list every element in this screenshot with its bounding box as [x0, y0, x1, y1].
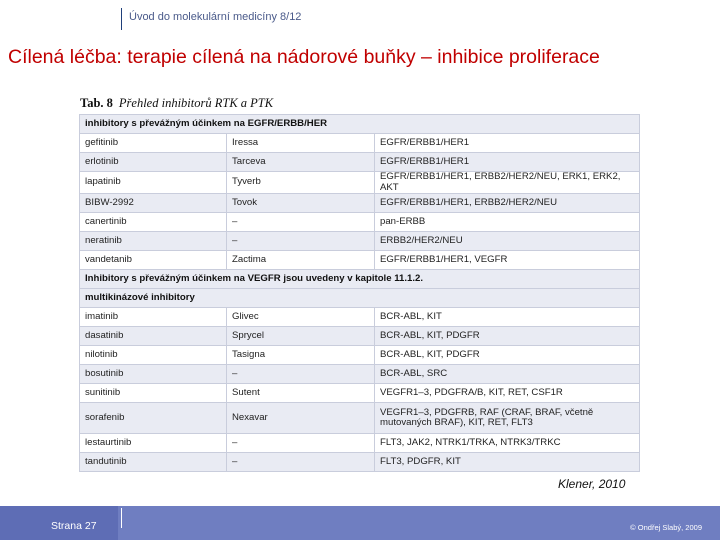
brand-name-cell: Iressa — [227, 134, 375, 153]
target-cell: BCR-ABL, SRC — [375, 365, 640, 384]
target-cell: VEGFR1–3, PDGFRA/B, KIT, RET, CSF1R — [375, 384, 640, 403]
table-caption — [80, 96, 273, 111]
drug-name-cell: tandutinib — [80, 453, 227, 472]
table-section-row — [80, 115, 640, 134]
drug-name-cell: neratinib — [80, 232, 227, 251]
target-cell: EGFR/ERBB1/HER1 — [375, 153, 640, 172]
target-cell: BCR-ABL, KIT, PDGFR — [375, 346, 640, 365]
brand-name-cell: Sutent — [227, 384, 375, 403]
table-row — [80, 308, 640, 327]
table-row — [80, 384, 640, 403]
drug-name-cell: lestaurtinib — [80, 434, 227, 453]
table-row — [80, 153, 640, 172]
section-heading: multikinázové inhibitory — [80, 289, 640, 308]
target-cell: pan-ERBB — [375, 213, 640, 232]
brand-name-cell: Tovok — [227, 194, 375, 213]
table-row — [80, 346, 640, 365]
brand-name-cell: – — [227, 453, 375, 472]
footer-bar — [0, 506, 720, 540]
copyright: © Ondřej Slabý, 2009 — [630, 523, 702, 532]
table-row — [80, 251, 640, 270]
section-heading: Inhibitory s převážným účinkem na VEGFR jsou uvedeny v kapitole 11.1.2. — [80, 270, 640, 289]
brand-name-cell: Glivec — [227, 308, 375, 327]
drug-name-cell: erlotinib — [80, 153, 227, 172]
drug-name-cell: sunitinib — [80, 384, 227, 403]
table-row — [80, 172, 640, 194]
table-row — [80, 327, 640, 346]
target-cell: ERBB2/HER2/NEU — [375, 232, 640, 251]
target-cell: EGFR/ERBB1/HER1, VEGFR — [375, 251, 640, 270]
drug-name-cell: canertinib — [80, 213, 227, 232]
target-cell: EGFR/ERBB1/HER1 — [375, 134, 640, 153]
target-cell: EGFR/ERBB1/HER1, ERBB2/HER2/NEU — [375, 194, 640, 213]
brand-name-cell: – — [227, 232, 375, 251]
section-heading: inhibitory s převážným účinkem na EGFR/ERBB/HER — [80, 115, 640, 134]
header-divider — [121, 8, 122, 30]
table-section-row — [80, 270, 640, 289]
table-row — [80, 232, 640, 251]
footer-divider — [121, 508, 122, 528]
drug-name-cell: lapatinib — [80, 172, 227, 194]
page-number: Strana 27 — [51, 520, 97, 532]
drug-name-cell: imatinib — [80, 308, 227, 327]
drug-name-cell: nilotinib — [80, 346, 227, 365]
target-cell: FLT3, PDGFR, KIT — [375, 453, 640, 472]
target-cell: BCR-ABL, KIT, PDGFR — [375, 327, 640, 346]
table-row — [80, 134, 640, 153]
brand-name-cell: Nexavar — [227, 403, 375, 434]
source-credit: Klener, 2010 — [558, 477, 626, 491]
table-caption-text: Přehled inhibitorů RTK a PTK — [118, 96, 274, 110]
brand-name-cell: Tarceva — [227, 153, 375, 172]
table-section-row — [80, 289, 640, 308]
brand-name-cell: – — [227, 365, 375, 384]
table-row — [80, 213, 640, 232]
table-row — [80, 434, 640, 453]
drug-name-cell: BIBW-2992 — [80, 194, 227, 213]
brand-name-cell: Sprycel — [227, 327, 375, 346]
drug-name-cell: vandetanib — [80, 251, 227, 270]
brand-name-cell: Zactima — [227, 251, 375, 270]
slide-title: Cílená léčba: terapie cílená na nádorové buňky – inhibice proliferace — [8, 46, 600, 68]
target-cell: EGFR/ERBB1/HER1, ERBB2/HER2/NEU, ERK1, ERK2, AKT — [375, 172, 640, 194]
table-caption-label: Tab. 8 — [80, 96, 113, 110]
target-cell: FLT3, JAK2, NTRK1/TRKA, NTRK3/TRKC — [375, 434, 640, 453]
target-cell: BCR-ABL, KIT — [375, 308, 640, 327]
drug-name-cell: sorafenib — [80, 403, 227, 434]
brand-name-cell: Tyverb — [227, 172, 375, 194]
table-row — [80, 403, 640, 434]
course-header: Úvod do molekulární medicíny 8/12 — [129, 11, 302, 23]
brand-name-cell: – — [227, 213, 375, 232]
inhibitors-table — [79, 114, 640, 472]
table-row — [80, 453, 640, 472]
brand-name-cell: Tasigna — [227, 346, 375, 365]
drug-name-cell: bosutinib — [80, 365, 227, 384]
drug-name-cell: dasatinib — [80, 327, 227, 346]
drug-name-cell: gefitinib — [80, 134, 227, 153]
table-row — [80, 194, 640, 213]
brand-name-cell: – — [227, 434, 375, 453]
table-row — [80, 365, 640, 384]
target-cell: VEGFR1–3, PDGFRB, RAF (CRAF, BRAF, včetně mutovaných BRAF), KIT, RET, FLT3 — [375, 403, 640, 434]
